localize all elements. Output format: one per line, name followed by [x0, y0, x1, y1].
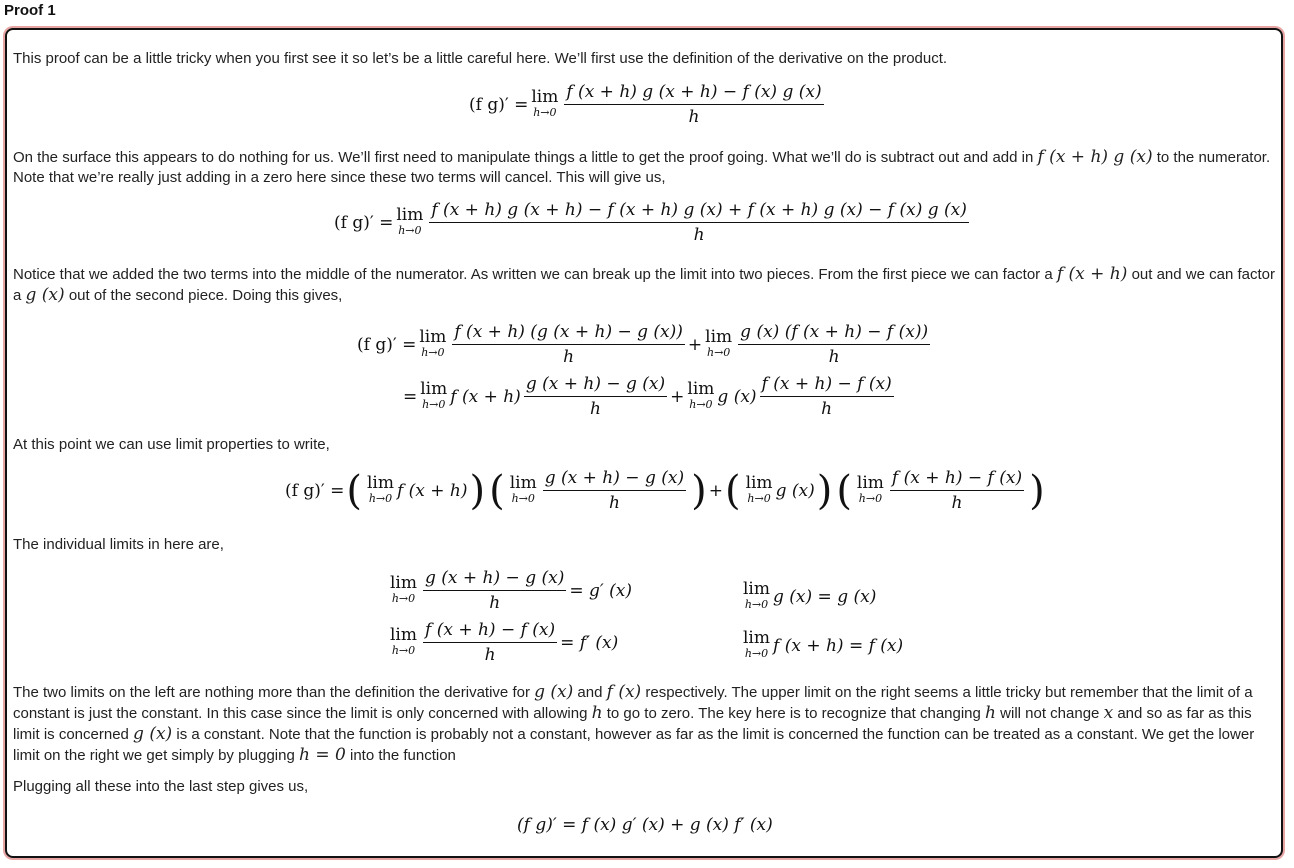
inline-math: f (x + h) g (x) [1037, 147, 1153, 167]
fraction: $\frac{f (x + h) g (x + h) - f (x) g (x)}{h}$ [566, 82, 822, 127]
paragraph-individual-limits: The individual limits in here are, [13, 536, 224, 553]
equation-limit-properties: (f g)′ = ( lim h→0 f (x + h) ) ( lim h→0 $\frac{g (x + h) - g (x)}{h}$ ) + ( lim h→0 g (x) ) ( lim h→0 $\frac{f (x + h) - f (x)}{h}$ ) [285, 467, 1045, 514]
limit-f-derivative: lim h→0 $\frac{f (x + h) - f (x)}{h}$ = f′ (x) [390, 620, 619, 665]
proof-panel [5, 28, 1283, 858]
limit-g-constant: lim h→0 g (x) = g (x) [743, 579, 877, 611]
equation-split: (f g)′ = lim h→0 $\frac{f (x + h) (g (x + h) - g (x))}{h}$ + lim h→0 $\frac{g (x) (f (x + h) - f (x))}{h}$ [357, 322, 929, 367]
fraction: f (x + h) g (x + h) − f (x + h) g (x) + f (x + h) g (x) − f (x) g (x) h [431, 200, 967, 245]
limit-operator: lim h→0 [396, 204, 424, 237]
equation-factor: = lim h→0 f (x + h) $\frac{g (x + h) - g (x)}{h}$ + lim h→0 g (x) $\frac{f (x + h) - f (x)}{h}$ [403, 374, 892, 419]
limit-f-continuous: lim h→0 f (x + h) = f (x) [743, 628, 904, 660]
eq-lhs: (f g)′ = [334, 212, 394, 233]
eq-lhs: (f g)′ = [469, 94, 529, 115]
paragraph-notice: Notice that we added the two terms into the middle of the numerator. As written we can break up the limit into two pieces. From the first piece we can factor a f (x + h) out and we can factor a g (x) out of the second piece. Doing this gives, [13, 264, 1275, 305]
page-title: Proof 1 [4, 2, 56, 19]
limit-g-derivative: lim h→0 $\frac{g (x + h) - g (x)}{h}$ = g′ (x) [390, 568, 632, 613]
paragraph-plugging: Plugging all these into the last step gives us, [13, 778, 309, 795]
paragraph-intro: This proof can be a little tricky when you first see it so let’s be a little careful here. We’ll first use the definition of the derivative on the product. [13, 50, 948, 67]
equation-product-rule: (f g)′ = f (x) g′ (x) + g (x) f′ (x) [517, 815, 773, 835]
paragraph-limit-properties: At this point we can use limit properties to write, [13, 436, 330, 453]
equation-add-subtract [334, 200, 972, 245]
limit-operator: lim h→0 [531, 86, 559, 119]
paragraph-explanation: The two limits on the left are nothing more than the definition the derivative for g (x) and f (x) respectively. The upper limit on the right seems a little tricky but remember that the limit of a constant is just the constant. In this case since the limit is only concerned with allowing h to go to zero. The key here is to recognize that changing h will not change x and so as far as this limit is concerned g (x) is a constant. Note that the function is probably not a constant, however as far as the limit is concerned the function can be treated as a constant. We get the lower limit on the right we get simply by plugging h = 0 into the function [13, 682, 1255, 765]
paragraph-manipulate: On the surface this appears to do nothing for us. We’ll first need to manipulate things a little to get the proof going. What we’ll do is subtract out and add in f (x + h) g (x) to the numerator. Note that we’re really just adding in a zero here since these two terms will cancel. This will give us, [13, 147, 1271, 186]
equation-definition [469, 82, 827, 127]
